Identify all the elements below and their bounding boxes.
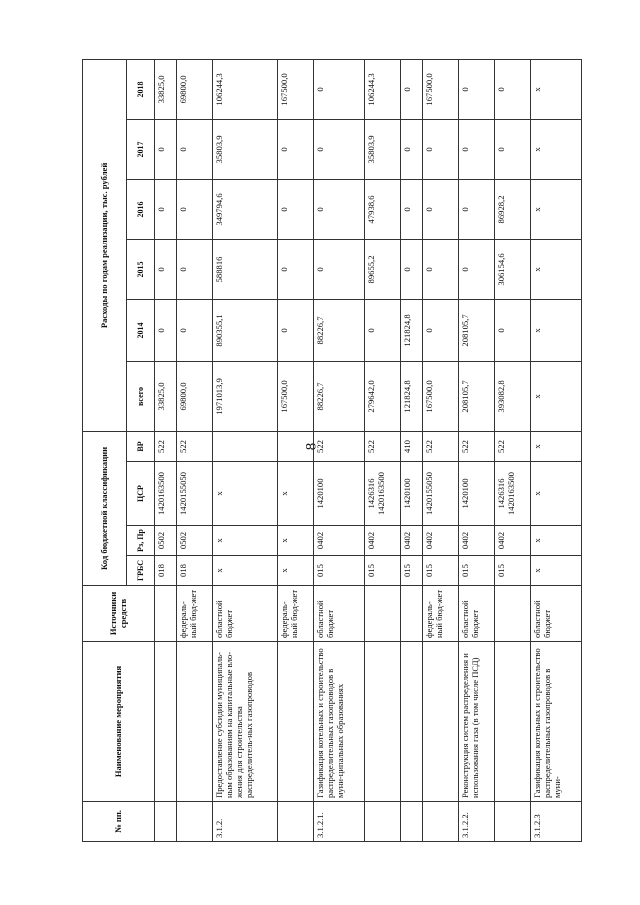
- cell-vr: 522: [495, 431, 531, 461]
- cell-y2015: 306154,6: [495, 239, 531, 299]
- cell-rzpr: 0402: [401, 526, 423, 556]
- cell-num: 3.1.2.1.: [314, 802, 365, 842]
- cell-y2014: 0: [364, 299, 400, 361]
- cell-csr: 1420155050: [422, 462, 458, 526]
- table-row: [278, 59, 314, 841]
- table-row: [401, 59, 423, 841]
- cell-y2018: 106244,3: [364, 59, 400, 119]
- cell-y2015: 0: [278, 239, 314, 299]
- cell-y2016: 0: [401, 179, 423, 239]
- cell-y2015: 0: [176, 239, 212, 299]
- cell-total: 167500,0: [278, 361, 314, 431]
- header-2016: 2016: [127, 179, 155, 239]
- cell-y2015: x: [531, 239, 582, 299]
- cell-source: федераль-ный бюд-жет: [422, 586, 458, 642]
- cell-source: [401, 586, 423, 642]
- cell-grbs: 015: [401, 556, 423, 586]
- cell-name: [401, 642, 423, 802]
- cell-y2015: 0: [314, 239, 365, 299]
- cell-y2016: 0: [155, 179, 177, 239]
- table-body: [155, 59, 582, 841]
- cell-rzpr: 0502: [176, 526, 212, 556]
- cell-total: 279642,0: [364, 361, 400, 431]
- cell-csr: x: [212, 462, 277, 526]
- cell-grbs: 018: [176, 556, 212, 586]
- cell-name: [155, 642, 177, 802]
- header-2017: 2017: [127, 119, 155, 179]
- cell-grbs: 018: [155, 556, 177, 586]
- cell-vr: [278, 431, 314, 461]
- cell-vr: 522: [422, 431, 458, 461]
- cell-grbs: x: [278, 556, 314, 586]
- cell-y2017: 0: [495, 119, 531, 179]
- cell-csr: x: [278, 462, 314, 526]
- cell-y2015: 588816: [212, 239, 277, 299]
- cell-num: [155, 802, 177, 842]
- cell-csr: 1420163500: [155, 462, 177, 526]
- cell-rzpr: 0502: [155, 526, 177, 556]
- header-expenses-group: Расходы по годам реализации, тыс. рублей: [83, 59, 127, 431]
- cell-grbs: x: [531, 556, 582, 586]
- cell-csr: 1420100: [314, 462, 365, 526]
- cell-y2018: 33825,0: [155, 59, 177, 119]
- cell-grbs: 015: [364, 556, 400, 586]
- cell-y2015: 89655,2: [364, 239, 400, 299]
- cell-name: [364, 642, 400, 802]
- header-name: Наименование мероприятия: [83, 642, 155, 802]
- cell-rzpr: 0402: [458, 526, 494, 556]
- cell-csr: 1420155050: [176, 462, 212, 526]
- cell-y2016: 349794,6: [212, 179, 277, 239]
- cell-y2016: 47938,6: [364, 179, 400, 239]
- cell-y2015: 0: [422, 239, 458, 299]
- cell-name: [495, 642, 531, 802]
- cell-source: [364, 586, 400, 642]
- cell-rzpr: x: [278, 526, 314, 556]
- cell-y2014: 0: [495, 299, 531, 361]
- cell-num: [176, 802, 212, 842]
- cell-name: [176, 642, 212, 802]
- table-row: [422, 59, 458, 841]
- cell-y2016: 0: [176, 179, 212, 239]
- header-2018: 2018: [127, 59, 155, 119]
- cell-source: областной бюджет: [212, 586, 277, 642]
- table-row: [531, 59, 582, 841]
- cell-y2016: x: [531, 179, 582, 239]
- header-source: Источники средств: [83, 586, 155, 642]
- cell-source: областной бюджет: [314, 586, 365, 642]
- cell-y2018: 167500,0: [278, 59, 314, 119]
- cell-y2014: 88226,7: [314, 299, 365, 361]
- cell-source: [155, 586, 177, 642]
- cell-num: [495, 802, 531, 842]
- cell-csr: 1426316 1420163500: [364, 462, 400, 526]
- table-row: [176, 59, 212, 841]
- page-number: 8: [303, 442, 320, 451]
- cell-vr: 522: [155, 431, 177, 461]
- cell-grbs: 015: [422, 556, 458, 586]
- cell-y2014: x: [531, 299, 582, 361]
- cell-vr: 522: [314, 431, 365, 461]
- cell-vr: 522: [458, 431, 494, 461]
- cell-y2018: 106244,3: [212, 59, 277, 119]
- cell-source: федераль-ный бюд-жет: [176, 586, 212, 642]
- cell-name: [278, 642, 314, 802]
- cell-total: 167500,0: [422, 361, 458, 431]
- cell-rzpr: 0402: [495, 526, 531, 556]
- cell-y2015: 0: [458, 239, 494, 299]
- cell-y2018: 69800,0: [176, 59, 212, 119]
- cell-y2016: 0: [422, 179, 458, 239]
- cell-grbs: 015: [458, 556, 494, 586]
- cell-name: Газификация котельных и строительство распределительных газопроводов в муни-ципальных образованиях: [314, 642, 365, 802]
- cell-y2017: 35803,9: [212, 119, 277, 179]
- cell-vr: x: [531, 431, 582, 461]
- cell-y2016: 0: [458, 179, 494, 239]
- cell-y2015: 0: [401, 239, 423, 299]
- header-2014: 2014: [127, 299, 155, 361]
- cell-csr: x: [531, 462, 582, 526]
- cell-y2017: 0: [278, 119, 314, 179]
- cell-total: 208105,7: [458, 361, 494, 431]
- cell-name: Газификация котельных и строительство распределительных газопроводов в муни-: [531, 642, 582, 802]
- cell-rzpr: 0402: [314, 526, 365, 556]
- cell-total: 1971013,9: [212, 361, 277, 431]
- table-row: [155, 59, 177, 841]
- table-row: [314, 59, 365, 841]
- cell-num: 3.1.2.: [212, 802, 277, 842]
- cell-total: 121824,8: [401, 361, 423, 431]
- cell-csr: 1420100: [401, 462, 423, 526]
- header-code-group: Код бюджетной классификации: [83, 431, 127, 585]
- cell-y2014: 0: [422, 299, 458, 361]
- header-2015: 2015: [127, 239, 155, 299]
- cell-y2014: 0: [278, 299, 314, 361]
- cell-grbs: 015: [314, 556, 365, 586]
- cell-vr: 522: [364, 431, 400, 461]
- cell-total: 69800,0: [176, 361, 212, 431]
- cell-rzpr: x: [212, 526, 277, 556]
- cell-total: 88226,7: [314, 361, 365, 431]
- cell-y2014: 208105,7: [458, 299, 494, 361]
- cell-grbs: x: [212, 556, 277, 586]
- cell-num: [278, 802, 314, 842]
- cell-grbs: 015: [495, 556, 531, 586]
- cell-y2014: 890355,1: [212, 299, 277, 361]
- cell-source: областной бюджет: [531, 586, 582, 642]
- cell-num: [401, 802, 423, 842]
- cell-y2016: 0: [314, 179, 365, 239]
- cell-y2014: 0: [176, 299, 212, 361]
- header-total: всего: [127, 361, 155, 431]
- cell-vr: [212, 431, 277, 461]
- cell-num: [422, 802, 458, 842]
- rotated-table-container: [82, 60, 582, 842]
- cell-y2017: 0: [176, 119, 212, 179]
- cell-num: [364, 802, 400, 842]
- cell-y2018: 0: [401, 59, 423, 119]
- cell-num: 3.1.2.3: [531, 802, 582, 842]
- cell-y2018: 0: [314, 59, 365, 119]
- cell-y2016: 86928,2: [495, 179, 531, 239]
- cell-name: Реконструкция систем распределения и использования газа (в том числе ПСД): [458, 642, 494, 802]
- cell-y2018: x: [531, 59, 582, 119]
- cell-total: x: [531, 361, 582, 431]
- header-num: № пп.: [83, 802, 155, 842]
- cell-total: 393082,8: [495, 361, 531, 431]
- cell-num: 3.1.2.2.: [458, 802, 494, 842]
- cell-vr: 522: [176, 431, 212, 461]
- cell-y2018: 167500,0: [422, 59, 458, 119]
- cell-y2014: 0: [155, 299, 177, 361]
- cell-rzpr: 0402: [364, 526, 400, 556]
- cell-source: федераль-ный бюд-жет: [278, 586, 314, 642]
- cell-y2017: 0: [401, 119, 423, 179]
- cell-total: 33825,0: [155, 361, 177, 431]
- cell-y2017: 0: [422, 119, 458, 179]
- table-row: [212, 59, 277, 841]
- cell-y2015: 0: [155, 239, 177, 299]
- cell-y2017: 0: [314, 119, 365, 179]
- cell-vr: 410: [401, 431, 423, 461]
- header-csr: ЦСР: [127, 462, 155, 526]
- cell-y2014: 121824,8: [401, 299, 423, 361]
- header-rzpr: Рз, Пр: [127, 526, 155, 556]
- table-row: [364, 59, 400, 841]
- table-row: [458, 59, 494, 841]
- cell-y2016: 0: [278, 179, 314, 239]
- cell-source: областной бюджет: [458, 586, 494, 642]
- table-row: [495, 59, 531, 841]
- cell-y2017: x: [531, 119, 582, 179]
- cell-y2017: 0: [155, 119, 177, 179]
- header-grbs: ГРБС: [127, 556, 155, 586]
- cell-csr: 1420100: [458, 462, 494, 526]
- cell-rzpr: x: [531, 526, 582, 556]
- header-vr: ВР: [127, 431, 155, 461]
- budget-table: [82, 59, 582, 842]
- cell-y2017: 0: [458, 119, 494, 179]
- cell-y2018: 0: [458, 59, 494, 119]
- cell-name: Предоставление субсидии муниципаль-ным образованиям на капитальные вло-жения для строительства распределитель-ных газопроводов: [212, 642, 277, 802]
- cell-y2017: 35803,9: [364, 119, 400, 179]
- cell-rzpr: 0402: [422, 526, 458, 556]
- cell-source: [495, 586, 531, 642]
- cell-name: [422, 642, 458, 802]
- cell-csr: 1426316 1420163500: [495, 462, 531, 526]
- cell-y2018: 0: [495, 59, 531, 119]
